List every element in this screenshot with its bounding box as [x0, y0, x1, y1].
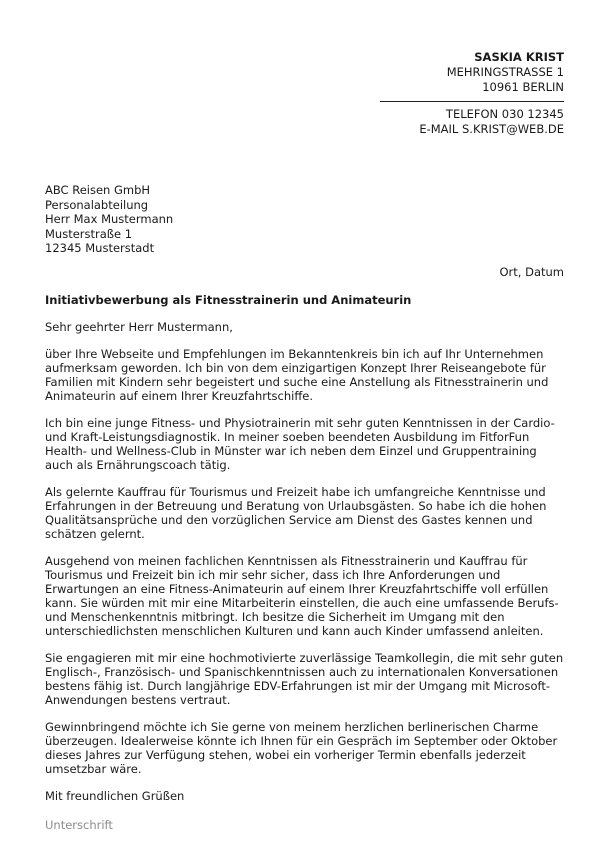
salutation: Sehr geehrter Herr Mustermann,: [45, 320, 233, 334]
sender-contact: [419, 107, 564, 137]
body-paragraph-2: Ich bin eine junge Fitness- und Physiotrainerin mit sehr guten Kenntnissen in der Cardio- und Kraft-Leistungsdiagnostik. In meiner soeben beendeten Ausbildung im FitforFun Health- und Wellness-Club in Münster war ich neben dem Einzel und Gruppentraining auch als Ernährungscoach tätig.: [45, 416, 555, 472]
body-paragraph-6: Gewinnbringend möchte ich Sie gerne von meinem herzlichen berlinerischen Charme überzeugen. Idealerweise könnte ich Ihnen für ein Gespräch im September oder Oktober dieses Jahres zur Verfügung stehen, wobei ein vorheriger Termin ebenfalls jederzeit umsetzbar wäre.: [45, 720, 558, 776]
sender-street: MEHRINGSTRASSE 1: [446, 65, 564, 79]
recipient-address: [45, 183, 173, 256]
sender-email: E-MAIL S.KRIST@WEB.DE: [419, 122, 564, 136]
sender-phone: TELEFON 030 12345: [445, 107, 564, 121]
sender-city: 10961 BERLIN: [482, 80, 564, 94]
body-paragraph-5: Sie engagieren mit mir eine hochmotivierte zuverlässige Teamkollegin, die mit sehr guten Englisch-, Französisch- und Spanischkenntnissen auch zu internationalen Konversationen bestens fähig ist. Durch langjährige EDV-Erfahrungen ist mir der Umgang mit Microsoft-Anwendungen bestens vertraut.: [45, 651, 564, 707]
body-paragraph-4: Ausgehend von meinen fachlichen Kenntnissen als Fitnesstrainerin und Kauffrau für Tourismus und Freizeit bin ich mir sehr sicher, dass ich Ihre Anforderungen und Erwartungen an eine Fitness-Animateurin auf einem Ihrer Kreuzfahrtschiffe voll erfüllen kann. Sie würden mit mir eine Mitarbeiterin einstellen, die auch eine umfassende Berufs- und Menschenkenntnis mitbringt. Ich besitze die Sicherheit im Umgang mit den unterschiedlichsten menschlichen Kulturen und kann auch Kinder umfassend anleiten.: [45, 554, 559, 638]
letter-body: [45, 293, 565, 832]
place-date: Ort, Datum: [499, 265, 564, 279]
recipient-company: ABC Reisen GmbH: [45, 183, 151, 197]
header-divider: [380, 101, 564, 102]
subject-line: Initiativbewerbung als Fitnesstrainerin und Animateurin: [45, 293, 412, 307]
sender-name: SASKIA KRIST: [474, 50, 564, 64]
recipient-city: 12345 Musterstadt: [45, 241, 155, 255]
recipient-street: Musterstraße 1: [45, 226, 133, 241]
closing: Mit freundlichen Grüßen: [45, 789, 185, 803]
body-paragraph-3: Als gelernte Kauffrau für Tourismus und Freizeit habe ich umfangreiche Kenntnisse und Erfahrungen in der Betreuung und Beratung von Urlaubsgästen. So habe ich die hohen Qualitätsansprüche und den vorzüglichen Service am Dienst des Gastes kennen und schätzen gelernt.: [45, 485, 547, 541]
sender-address: [447, 50, 564, 95]
signature-placeholder: Unterschrift: [45, 818, 113, 832]
recipient-department: Personalabteilung: [45, 197, 149, 212]
recipient-contact: Herr Max Mustermann: [45, 212, 174, 226]
body-paragraph-1: über Ihre Webseite und Empfehlungen im Bekanntenkreis bin ich auf Ihr Unternehmen aufmerksam geworden. Ich bin von dem einzigartigen Konzept Ihrer Reiseangebote für Familien mit Kindern sehr begeistert und suche eine Anstellung als Fitnesstrainerin und Animateurin auf einem Ihrer Kreuzfahrtschiffe.: [45, 347, 549, 403]
